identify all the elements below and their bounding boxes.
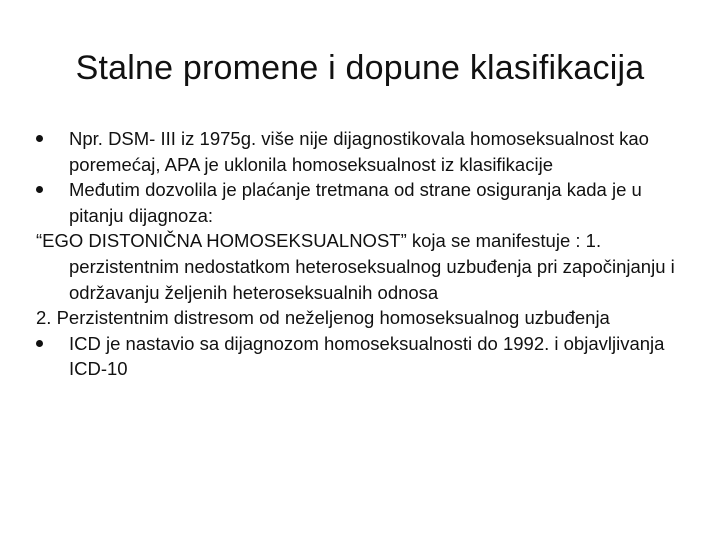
slide-title: Stalne promene i dopune klasifikacija (75, 49, 645, 87)
bullet-dot-icon (36, 340, 43, 347)
plain-text-3: “EGO DISTONIČNA HOMOSEKSUALNOST” koja se manifestuje : 1. perzistentnim nedostatkom heteroseksualnog uzbuđenja pri započinjanju i održavanju željenih heteroseksualnih odnosa (36, 230, 675, 303)
bullet-dot-icon (36, 135, 43, 142)
plain-text-4: 2. Perzistentnim distresom od neželjenog homoseksualnog uzbuđenja (36, 307, 610, 329)
bullet-dot-icon (36, 186, 43, 193)
bullet-text-1: Npr. DSM- III iz 1975g. više nije dijagnostikovala homoseksualnost kao poremećaj, APA je uklonila homoseksualnost iz klasifikacije (69, 128, 649, 175)
bullet-item-2 (36, 177, 696, 228)
bullet-item-5 (36, 331, 696, 382)
bullet-text-5: ICD je nastavio sa dijagnozom homoseksualnosti do 1992. i objavljivanja ICD-10 (69, 332, 665, 380)
plain-item-3 (36, 228, 696, 305)
slide-body (36, 126, 696, 382)
bullet-item-1 (36, 126, 696, 177)
bullet-text-2: Međutim dozvolila je plaćanje tretmana od strane osiguranja kada je u pitanju dijagnoza: (69, 179, 642, 226)
plain-item-4 (36, 305, 696, 331)
